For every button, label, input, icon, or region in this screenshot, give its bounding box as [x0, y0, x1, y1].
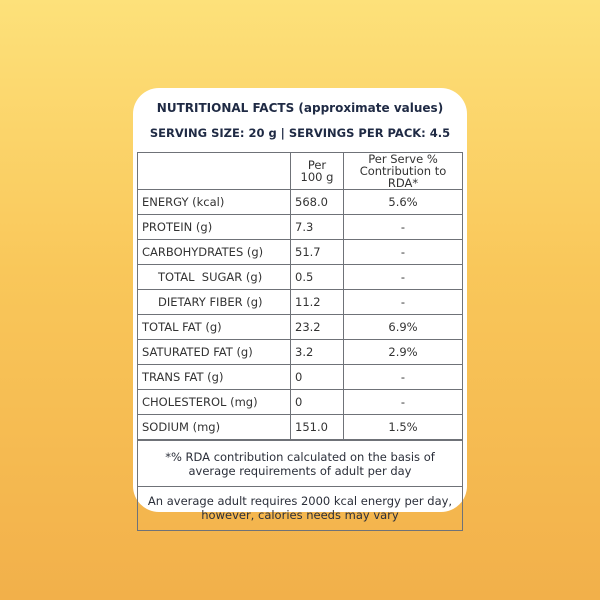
per100-value: 11.2 — [291, 290, 344, 315]
rda-footnote: *% RDA contribution calculated on the basis of average requirements of adult per day — [138, 440, 462, 486]
per100-value: 568.0 — [291, 190, 344, 215]
nutrient-label: PROTEIN (g) — [138, 215, 291, 240]
nutrient-label: SATURATED FAT (g) — [138, 340, 291, 365]
nutrient-label: TRANS FAT (g) — [138, 365, 291, 390]
header-rda-line2: Contribution to RDA* — [359, 164, 447, 190]
rda-value: - — [344, 240, 463, 265]
rda-value: - — [344, 215, 463, 240]
rda-value: 2.9% — [344, 340, 463, 365]
per100-value: 0 — [291, 365, 344, 390]
header-per100 — [291, 153, 344, 190]
table-row-energy — [138, 190, 462, 215]
rda-value: 5.6% — [344, 190, 463, 215]
header-per100-line2: 100 g — [300, 170, 334, 184]
nutrition-card — [133, 88, 467, 522]
rda-value: 1.5% — [344, 415, 463, 440]
header-per100-line1: Per — [307, 158, 327, 172]
nutrition-table — [138, 153, 462, 440]
per100-value: 3.2 — [291, 340, 344, 365]
header-nutrient — [138, 153, 291, 190]
header-rda-line1: Per Serve % — [368, 152, 438, 166]
table-header-row — [138, 153, 462, 190]
rda-value: 6.9% — [344, 315, 463, 340]
per100-value: 0.5 — [291, 265, 344, 290]
nutrient-label: TOTAL FAT (g) — [138, 315, 291, 340]
per100-value: 0 — [291, 390, 344, 415]
table-row-protein — [138, 215, 462, 240]
rda-value: - — [344, 265, 463, 290]
table-row-dietary-fiber — [138, 290, 462, 315]
per100-value: 7.3 — [291, 215, 344, 240]
table-row-trans-fat — [138, 365, 462, 390]
nutrition-table-box — [137, 152, 463, 531]
rda-value: - — [344, 290, 463, 315]
rda-value: - — [344, 365, 463, 390]
nutrient-label: TOTAL SUGAR (g) — [138, 265, 291, 290]
nutrient-label: SODIUM (mg) — [138, 415, 291, 440]
per100-value: 51.7 — [291, 240, 344, 265]
header-rda — [344, 153, 463, 190]
nutrient-label: CARBOHYDRATES (g) — [138, 240, 291, 265]
table-row-saturated-fat — [138, 340, 462, 365]
nutrient-label: DIETARY FIBER (g) — [138, 290, 291, 315]
rda-value: - — [344, 390, 463, 415]
table-row-carbohydrates — [138, 240, 462, 265]
nutrition-title: NUTRITIONAL FACTS (approximate values) — [156, 101, 444, 115]
table-row-total-sugar — [138, 265, 462, 290]
nutrient-label: CHOLESTEROL (mg) — [138, 390, 291, 415]
serving-info: SERVING SIZE: 20 g | SERVINGS PER PACK: 4.5 — [149, 126, 451, 140]
table-row-sodium — [138, 415, 462, 440]
per100-value: 23.2 — [291, 315, 344, 340]
table-row-cholesterol — [138, 390, 462, 415]
table-row-total-fat — [138, 315, 462, 340]
nutrient-label: ENERGY (kcal) — [138, 190, 291, 215]
per100-value: 151.0 — [291, 415, 344, 440]
energy-footnote: An average adult requires 2000 kcal energy per day, however, calories needs may vary — [138, 486, 462, 530]
